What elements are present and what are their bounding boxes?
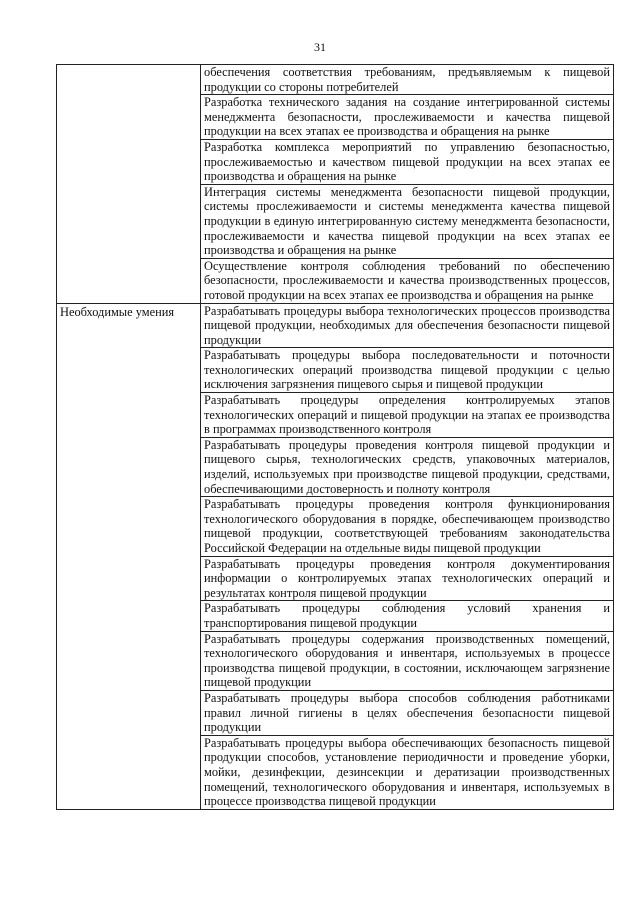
table-row bbox=[57, 65, 614, 95]
content-cell: Разрабатывать процедуры выбора способов соблюдения работниками правил личной гигиены в целях обеспечения безопасности пищевой продукции bbox=[201, 690, 614, 735]
content-cell: Разработка технического задания на создание интегрированной системы менеджмента безопасности, прослеживаемости и качества пищевой продукции на всех этапах ее производства и обращения на рынке bbox=[201, 95, 614, 140]
content-cell: Разрабатывать процедуры соблюдения условий хранения и транспортирования пищевой продукции bbox=[201, 601, 614, 631]
content-table bbox=[56, 64, 614, 810]
table-row bbox=[57, 303, 614, 348]
content-cell: Разрабатывать процедуры проведения контроля документирования информации о контролируемых этапах технологических операций и результатах контроля пищевой продукции bbox=[201, 556, 614, 601]
content-cell: Разрабатывать процедуры выбора технологических процессов производства пищевой продукции, необходимых для обеспечения безопасности пищевой продукции bbox=[201, 303, 614, 348]
page-number: 31 bbox=[314, 40, 326, 54]
content-cell: Интеграция системы менеджмента безопасности пищевой продукции, системы прослеживаемости и системы менеджмента качества пищевой продукции в единую интегрированную систему менеджмента безопасности, прослеживаемости и качества пищевой продукции на всех этапах ее производства и обращения на рынке bbox=[201, 184, 614, 258]
content-cell: Разрабатывать процедуры проведения контроля пищевой продукции и пищевого сырья, технологических средств, упаковочных материалов, изделий, используемых при производстве пищевой продукции, средствами, обеспечивающими достоверность и полноту контроля bbox=[201, 437, 614, 496]
content-cell: Разработка комплекса мероприятий по управлению безопасностью, прослеживаемостью и качеством пищевой продукции на всех этапах ее производства и обращения на рынке bbox=[201, 139, 614, 184]
content-cell: Разрабатывать процедуры выбора обеспечивающих безопасность пищевой продукции способов, установление периодичности и проведение уборки, мойки, дезинфекции, дезинсекции и дератизации производственных помещений, технологического оборудования и инвентаря, используемых в процессе производства пищевой продукции bbox=[201, 735, 614, 809]
content-cell: Разрабатывать процедуры проведения контроля функционирования технологического оборудования в порядке, обеспечивающем производство пищевой продукции, соответствующей требованиям законодательства Российской Федерации на отдельные виды пищевой продукции bbox=[201, 497, 614, 556]
content-cell: Разрабатывать процедуры выбора последовательности и поточности технологических операций производства пищевой продукции с целью исключения загрязнения пищевого сырья и пищевой продукции bbox=[201, 348, 614, 393]
section-label bbox=[60, 65, 197, 66]
section-label-cell bbox=[57, 303, 201, 809]
section-label: Необходимые умения bbox=[60, 304, 175, 319]
content-cell: Осуществление контроля соблюдения требований по обеспечению безопасности, прослеживаемости и качества производственных процессов, готовой продукции на всех этапах ее производства и обращения на рынке bbox=[201, 258, 614, 303]
section-label-cell bbox=[57, 65, 201, 304]
content-cell: Разрабатывать процедуры определения контролируемых этапов технологических операций и пищевой продукции на этапах ее производства в программах производственного контроля bbox=[201, 393, 614, 438]
content-cell: обеспечения соответствия требованиям, предъявляемым к пищевой продукции со стороны потребителей bbox=[201, 65, 614, 95]
content-cell: Разрабатывать процедуры содержания производственных помещений, технологического оборудования и инвентаря, используемых в процессе производства пищевой продукции, в состоянии, исключающем загрязнение пищевой продукции bbox=[201, 631, 614, 690]
